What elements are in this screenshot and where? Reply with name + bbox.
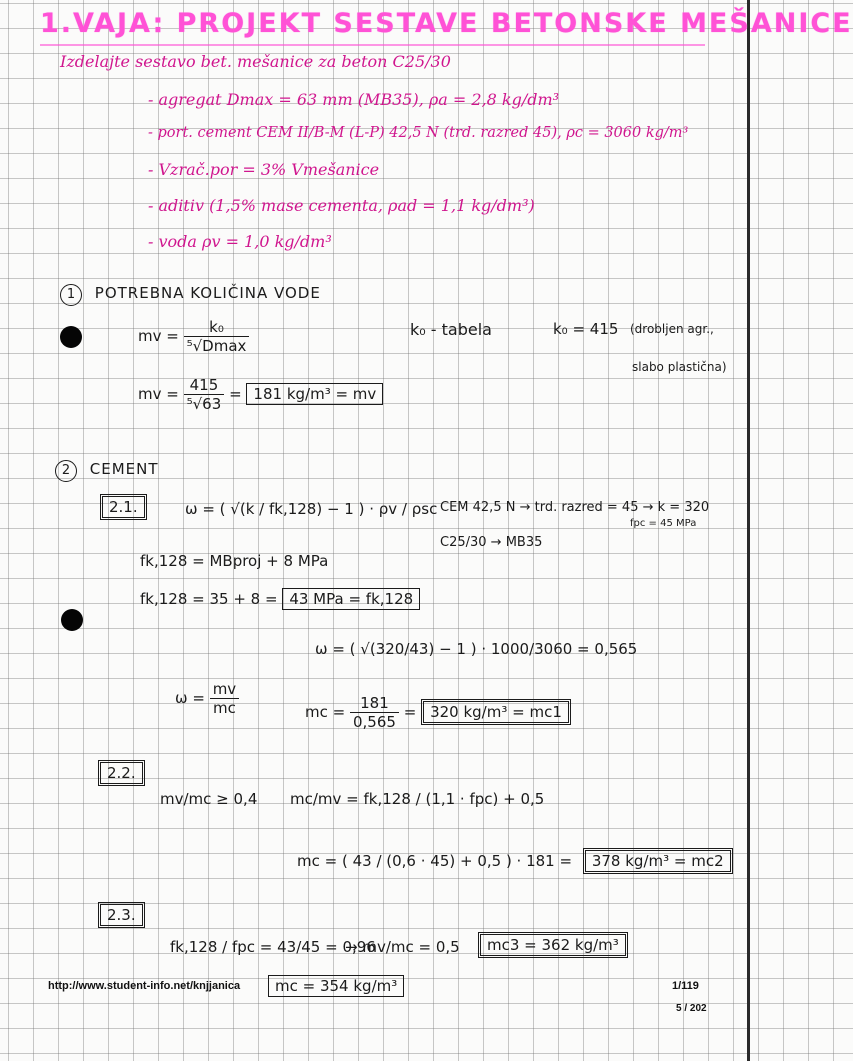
omega-def-lhs: ω =	[175, 689, 205, 707]
mc2-expression: mc = ( 43 / (0,6 · 45) + 0,5 ) · 181 =	[297, 852, 573, 870]
mc-final	[268, 977, 404, 995]
mv-formula-numerator: k₀	[184, 318, 250, 337]
k0-note-aggregate: (drobljen agr.,	[630, 322, 714, 336]
given-water: - voda ρv = 1,0 kg/dm³	[148, 232, 332, 251]
punch-hole-top	[60, 326, 82, 348]
equals-sign: =	[229, 385, 242, 403]
mc1-result: 320 kg/m³ = mc1	[421, 699, 571, 725]
k0-table-label: k₀ - tabela	[410, 320, 492, 339]
mv-calc-lhs: mv =	[138, 385, 179, 403]
mc1-numerator: 181	[350, 694, 399, 713]
subsection-2-2-box: 2.2.	[98, 760, 145, 786]
fk-calculation	[140, 590, 420, 608]
subsection-2-1-label	[100, 498, 147, 516]
omega-def-numerator: mv	[210, 680, 240, 699]
omega-definition	[175, 680, 239, 717]
subsection-2-3-label	[98, 906, 145, 924]
footer-page-number: 1/119	[672, 980, 699, 992]
mv-formula-denominator: ⁵√Dmax	[186, 337, 247, 355]
section2-number: 2	[55, 460, 77, 482]
section2-heading	[55, 460, 159, 482]
mc1-calculation	[305, 694, 571, 731]
mc2-calculation	[297, 852, 733, 870]
given-admixture: - aditiv (1,5% mase cementa, ρad = 1,1 kg/dm³)	[148, 196, 535, 215]
mc2-result: 378 kg/m³ = mc2	[583, 848, 733, 874]
concrete-class-note: C25/30 → MB35	[440, 535, 543, 550]
mv-formula	[138, 318, 249, 355]
section1-heading	[60, 284, 321, 306]
mv-result: 181 kg/m³ = mv	[246, 383, 383, 405]
mv-calc-numerator: 415	[184, 376, 225, 395]
mv-calc-denominator: ⁵√63	[186, 395, 222, 413]
subsection-2-3-box: 2.3.	[98, 902, 145, 928]
mc1-denominator: 0,565	[352, 713, 396, 731]
task-intro: Izdelajte sestavo bet. mešanice za beton C25/30	[60, 52, 451, 71]
fpc-note: fpc = 45 MPa	[630, 518, 697, 529]
given-cement: - port. cement CEM II/B-M (L-P) 42,5 N (trd. razred 45), ρc = 3060 kg/m³	[148, 125, 689, 141]
footer-page-small: 5 / 202	[676, 1003, 707, 1014]
section2-title: CEMENT	[89, 460, 159, 478]
mc1-fraction	[350, 694, 399, 731]
mv-calc-fraction	[184, 376, 225, 413]
equals-sign: =	[403, 703, 417, 721]
page-title: 1.VAJA: PROJEKT SESTAVE BETONSKE MEŠANICE	[40, 8, 853, 39]
title-underline	[40, 44, 705, 46]
subsection-2-1-box: 2.1.	[100, 494, 147, 520]
ratio-formula: mc/mv = fk,128 / (1,1 · fpc) + 0,5	[290, 790, 545, 808]
footer-link[interactable]: http://www.student-info.net/knjjanica	[48, 980, 241, 992]
omega-calculation: ω = ( √(320/43) − 1 ) · 1000/3060 = 0,565	[315, 640, 638, 658]
mv-formula-lhs: mv =	[138, 327, 179, 345]
ratio-2-3-arrow: → mv/mc = 0,5	[345, 938, 460, 956]
given-air-voids: - Vzrač.por = 3% Vmešanice	[148, 160, 380, 179]
omega-def-denominator: mc	[213, 699, 236, 717]
fk-definition: fk,128 = MBproj + 8 MPa	[140, 552, 329, 570]
k0-note-plasticity: slabo plastična)	[632, 360, 727, 374]
subsection-2-2-label	[98, 764, 145, 782]
k0-value: k₀ = 415	[553, 320, 619, 338]
mv-formula-fraction	[184, 318, 250, 355]
mc3-result-box: mc3 = 362 kg/m³	[478, 932, 628, 958]
omega-formula: ω = ( √(k / fk,128) − 1 ) · ρv / ρsc	[185, 500, 438, 518]
omega-def-fraction	[210, 680, 240, 717]
mv-calculation	[138, 376, 383, 413]
section1-title: POTREBNA KOLIČINA VODE	[94, 284, 321, 302]
punch-hole-bottom	[61, 609, 83, 631]
mc-final-box: mc = 354 kg/m³	[268, 975, 404, 997]
mc3-result	[478, 936, 628, 954]
page-edge	[747, 0, 750, 1061]
section1-number: 1	[60, 284, 82, 306]
cement-class-note: CEM 42,5 N → trd. razred = 45 → k = 320	[440, 500, 710, 515]
given-aggregate: - agregat Dmax = 63 mm (MB35), ρa = 2,8 kg/dm³	[148, 90, 560, 109]
mc1-lhs: mc =	[305, 703, 346, 721]
ratio-2-3: fk,128 / fpc = 43/45 = 0,96	[170, 938, 376, 956]
ratio-inequality: mv/mc ≥ 0,4	[160, 790, 258, 808]
fk-result: 43 MPa = fk,128	[282, 588, 420, 610]
fk-calc-expression: fk,128 = 35 + 8 =	[140, 590, 278, 608]
